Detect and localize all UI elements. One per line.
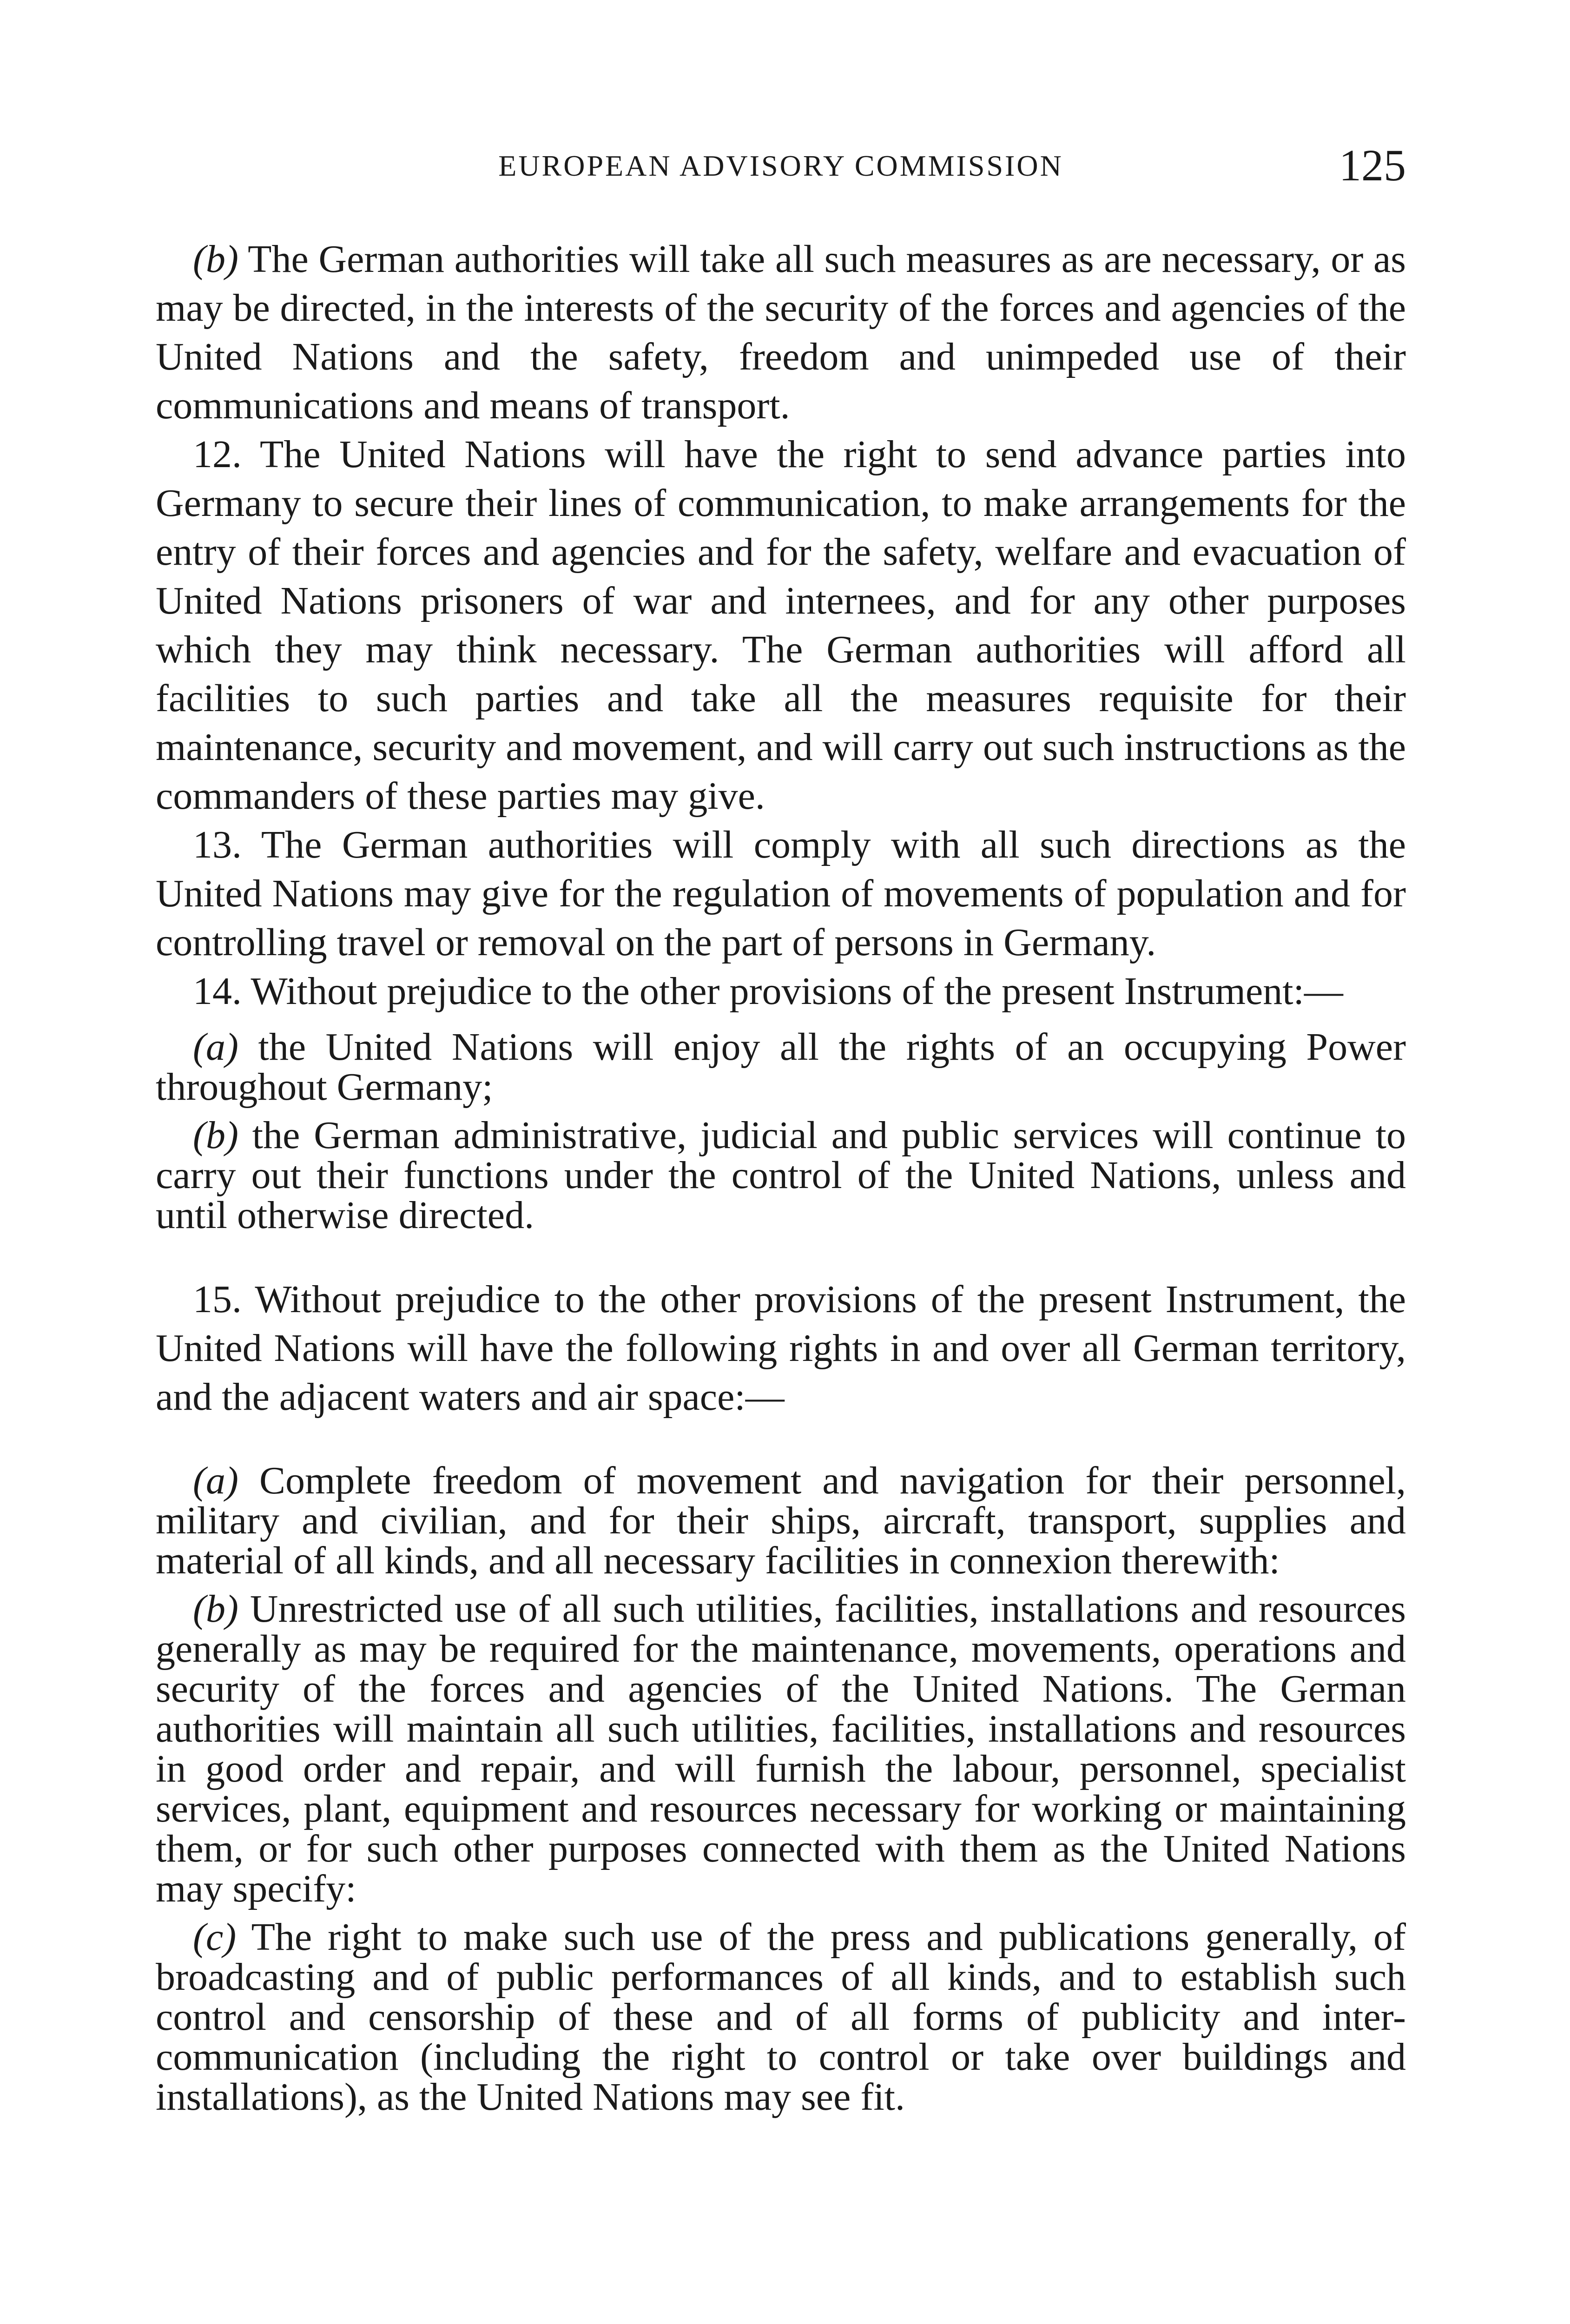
paragraph-text: The right to make such use of the press and publications generally, of broadcasting and of public performances of all kinds, and to establish such control and censorship of these and of all forms of publicity and inter-communication (including the right to control or take over buildings and installations), as the United Nations may see fit. — [156, 1915, 1406, 2119]
paragraph-label: (a) — [193, 1459, 238, 1502]
paragraph-text: 12. The United Nations will have the right to send advance parties into Germany to secure their lines of communication, to make arrangements for the entry of their forces and agencies and for the safety, welfare and evacuation of United Nations prisoners of war and internees, and for any other purposes which they may think necessary. The German authorities will afford all facilities to such parties and take all the measures requisite for their maintenance, security and movement, and will carry out such instructions as the commanders of these parties may give. — [156, 433, 1406, 818]
paragraph-text: 15. Without prejudice to the other provisions of the present Instrument, the United Nations will have the following rights in and over all German territory, and the adjacent waters and air space:— — [156, 1278, 1406, 1419]
paragraph-14b — [156, 1116, 1406, 1235]
paragraph-15 — [156, 1275, 1406, 1421]
paragraph-label: (b) — [193, 238, 238, 281]
page-number: 125 — [1339, 140, 1406, 190]
paragraph-14a — [156, 1027, 1406, 1107]
paragraph-text: the United Nations will enjoy all the rights of an occupying Power throughout Germany; — [156, 1025, 1406, 1109]
paragraph-text: Unrestricted use of all such utilities, facilities, installations and resources generally as may be required for the maintenance, movements, operations and security of the forces and agencies of the United Nations. The German authorities will maintain all such utilities, facilities, installations and resources in good order and repair, and will furnish the labour, personnel, specialist services, plant, equipment and resources necessary for working or maintaining them, or for such other purposes connected with them as the United Nations may specify: — [156, 1587, 1406, 1910]
paragraph-11b — [156, 235, 1406, 430]
paragraph-14 — [156, 967, 1406, 1016]
paragraph-15a — [156, 1461, 1406, 1581]
paragraph-text: the German administrative, judicial and public services will continue to carry out their functions under the control of the United Nations, unless and until otherwise directed. — [156, 1114, 1406, 1237]
paragraph-label: (a) — [193, 1025, 238, 1069]
paragraph-text: 13. The German authorities will comply with all such directions as the United Nations may give for the regulation of movements of population and for controlling travel or removal on the part of persons in Germany. — [156, 823, 1406, 964]
paragraph-12 — [156, 430, 1406, 820]
page-header — [156, 139, 1406, 195]
paragraph-text: Complete freedom of movement and navigation for their personnel, military and civilian, and for their ships, aircraft, transport, supplies and material of all kinds, and all necessary facilities in connexion therewith: — [156, 1459, 1406, 1582]
paragraph-text: The German authorities will take all such measures as are necessary, or as may be directed, in the interests of the security of the forces and agencies of the United Nations and the safety, freedom and unimpeded use of their communications and means of transport. — [156, 238, 1406, 427]
paragraph-label: (b) — [193, 1114, 238, 1157]
running-head: EUROPEAN ADVISORY COMMISSION — [498, 149, 1063, 182]
paragraph-15c — [156, 1917, 1406, 2117]
paragraph-label: (c) — [193, 1915, 237, 1959]
page-body — [156, 235, 1406, 2117]
paragraph-text: 14. Without prejudice to the other provisions of the present Instrument:— — [193, 970, 1343, 1013]
paragraph-15b — [156, 1589, 1406, 1909]
paragraph-13 — [156, 820, 1406, 967]
paragraph-label: (b) — [193, 1587, 238, 1631]
